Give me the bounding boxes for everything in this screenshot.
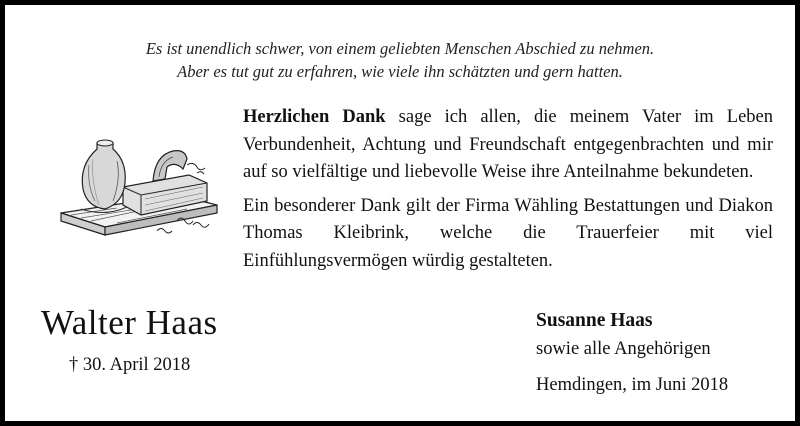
message-lead: Herzlichen Dank xyxy=(243,107,386,127)
deceased-name: Walter Haas xyxy=(41,303,218,342)
signer-relatives: sowie alle Angehörigen xyxy=(536,339,711,359)
quote-line-1: Es ist unendlich schwer, von einem geliebten Menschen Abschied zu nehmen. xyxy=(145,39,655,58)
thank-you-message xyxy=(243,104,773,275)
death-date: † 30. April 2018 xyxy=(69,355,191,375)
signer-name: Susanne Haas xyxy=(536,310,653,331)
quote-line-2: Aber es tut gut zu erfahren, wie viele ihn schätzten und gern hatten. xyxy=(177,62,623,81)
message-paragraph-2: Ein besonderer Dank gilt der Firma Wähling Bestattungen und Diakon Thomas Kleibrink, welche die Trauerfeier mit viel Einfühlungsvermögen würdig gestalteten. xyxy=(243,195,773,271)
condolence-quote xyxy=(5,37,795,83)
woodworking-plane-and-jug-icon xyxy=(57,135,225,245)
message-paragraph-1 xyxy=(243,104,773,187)
message-paragraph-1-text: sage ich allen, die meinem Vater im Leben Verbundenheit, Achtung und Freundschaft entgegenbrachten und mir auf so vielfältige und liebevolle Weise ihre Anteilnahme bekundeten. xyxy=(243,107,773,182)
place-and-date: Hemdingen, im Juni 2018 xyxy=(536,375,729,395)
